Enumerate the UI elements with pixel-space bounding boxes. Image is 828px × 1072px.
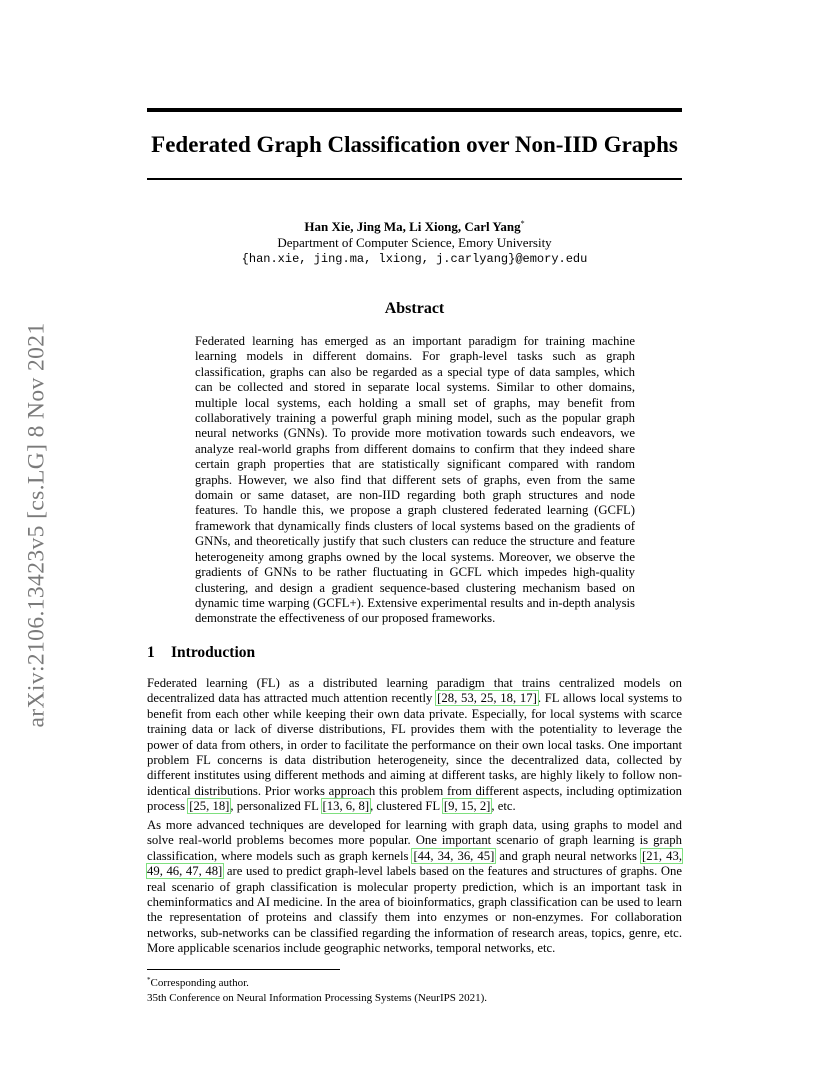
author-names: Han Xie, Jing Ma, Li Xiong, Carl Yang	[304, 219, 521, 234]
citation-link[interactable]: [21, 43, 49, 46, 47, 48]	[147, 848, 682, 879]
footnote-mark: *	[147, 976, 151, 984]
citation-link[interactable]: [28, 53, 25, 18, 17]	[437, 691, 537, 706]
footnote	[147, 973, 249, 990]
section-heading	[147, 643, 255, 663]
paragraph-text: As more advanced techniques are developed for learning with graph data, using graphs to model and solve real-world problems becomes more popular. One important scenario of graph learning is graph classification, where models such as graph kernels	[147, 818, 682, 863]
venue-note: 35th Conference on Neural Information Processing Systems (NeurIPS 2021).	[147, 992, 488, 1004]
intro-paragraph-2	[147, 818, 682, 957]
paper-title: Federated Graph Classification over Non-IID Graphs	[151, 132, 678, 157]
citation-link[interactable]: [9, 15, 2]	[443, 799, 491, 814]
author-emails: {han.xie, jing.ma, lxiong, j.carlyang}@emory.edu	[241, 252, 588, 266]
intro-paragraph-1	[147, 676, 682, 815]
affiliation: Department of Computer Science, Emory University	[277, 235, 552, 250]
paragraph-text: Federated learning (FL) as a distributed learning paradigm that trains centralized models on decentralized data has attracted much attention recently	[147, 676, 682, 706]
section-number: 1	[147, 644, 155, 661]
corresponding-mark: *	[520, 219, 525, 228]
paragraph-text: and graph neural networks	[495, 848, 641, 863]
citation-link[interactable]: [13, 6, 8]	[322, 799, 370, 814]
paragraph-text: . FL allows local systems to benefit from each other while keeping their own data private. Especially, for local systems with scarce training data or lack of diverse distributions, FL provides them with the potentiality to leverage the power of data from others, in order to facilitate the performance on their own local tasks. One important problem FL concerns is data distribution heterogeneity, since the decentralized data, collected by different institutes using different methods and aiming at different tasks, are highly likely to follow non-identical distributions. Prior works approach this problem from different aspects, including optimization process	[147, 691, 682, 814]
citation-link[interactable]: [44, 34, 36, 45]	[413, 848, 495, 863]
paragraph-text: , clustered FL	[370, 799, 443, 814]
arxiv-sidebar	[22, 290, 52, 760]
paragraph-text: are used to predict graph-level labels based on the features and structures of graphs. One real scenario of graph classification is molecular property prediction, which is an important task in cheminformatics and AI medicine. In the area of bioinformatics, graph classification can be used to learn the representation of proteins and classify them into enzymes or non-enzymes. For collaboration networks, sub-networks can be classified regarding the information of research areas, topics, genre, etc. More applicable scenarios include geographic networks, temporal networks, etc.	[147, 864, 682, 956]
paragraph-text: , personalized FL	[230, 799, 322, 814]
footnote-text: Corresponding author.	[150, 977, 249, 989]
abstract-heading: Abstract	[384, 300, 445, 317]
abstract-body: Federated learning has emerged as an important paradigm for training machine learning models in different domains. For graph-level tasks such as graph classification, graphs can also be regarded as a special type of data samples, which can be collected and stored in separate local systems. Similar to other domains, multiple local systems, each holding a small set of graphs, may benefit from collaboratively training a powerful graph mining model, such as the popular graph neural networks (GNNs). To provide more motivation towards such endeavors, we analyze real-world graphs from different domains to confirm that they indeed share certain graph properties that are statistically significant compared with random graphs. However, we also find that different sets of graphs, even from the same domain or same dataset, are non-IID regarding both graph structures and node features. To handle this, we propose a graph clustered federated learning (GCFL) framework that dynamically finds clusters of local systems based on the gradients of GNNs, and theoretically justify that such clusters can reduce the structure and feature heterogeneity among graphs owned by the local systems. Moreover, we observe the gradients of GNNs to be rather fluctuating in GCFL which impedes high-quality clustering, and design a gradient sequence-based clustering mechanism based on dynamic time warping (GCFL+). Extensive experimental results and in-depth analysis demonstrate the effectiveness of our proposed frameworks.	[195, 334, 635, 626]
citation-link[interactable]: [25, 18]	[189, 799, 230, 814]
author-block	[147, 216, 682, 267]
footnote-rule	[147, 969, 340, 970]
paragraph-text: , etc.	[491, 799, 516, 814]
title-bottom-rule	[147, 178, 682, 180]
arxiv-identifier: arXiv:2106.13423v5 [cs.LG] 8 Nov 2021	[23, 322, 50, 728]
title-top-rule	[147, 108, 682, 112]
author-names-line	[147, 216, 682, 235]
section-title: Introduction	[171, 644, 256, 661]
